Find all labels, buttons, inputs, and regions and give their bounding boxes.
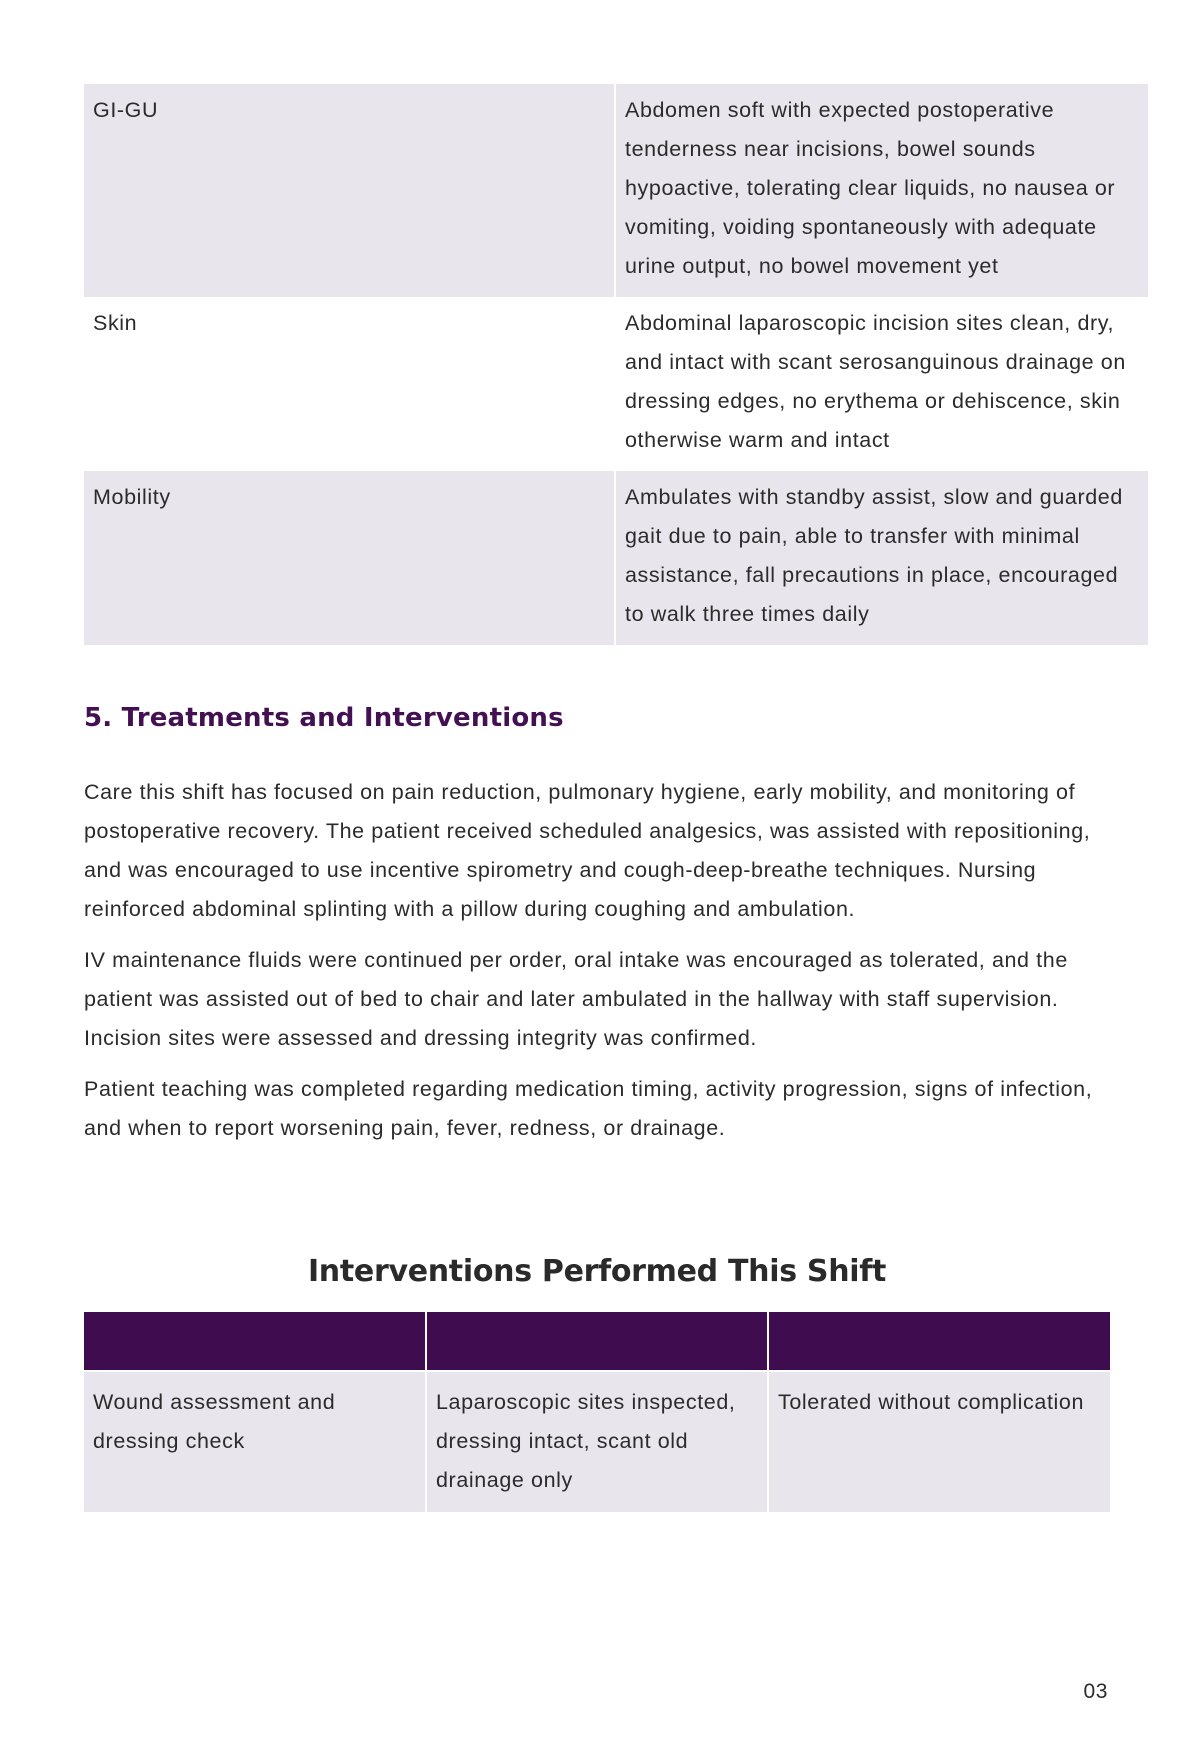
body-paragraph: Care this shift has focused on pain reduction, pulmonary hygiene, early mobility, and monitoring of postoperative recovery. The patient received scheduled analgesics, was assisted with repositioning, and was encouraged to use incentive spirometry and cough-deep-breathe techniques. Nursing reinforced abdominal splinting with a pillow during coughing and ambulation. bbox=[84, 780, 1091, 921]
body-paragraph: IV maintenance fluids were continued per order, oral intake was encouraged as tolerated, and the patient was assisted out of bed to chair and later ambulated in the hallway with staff supervision. Incision sites were assessed and dressing integrity was confirmed. bbox=[84, 948, 1068, 1050]
table-header-row bbox=[84, 1312, 1110, 1370]
system-cell: Skin bbox=[84, 297, 614, 471]
interventions-table bbox=[84, 1312, 1110, 1512]
assessment-table bbox=[84, 84, 1148, 645]
system-cell: GI-GU bbox=[84, 84, 614, 297]
body-paragraph: Patient teaching was completed regarding medication timing, activity progression, signs of infection, and when to report worsening pain, fever, redness, or drainage. bbox=[84, 1077, 1093, 1140]
details-cell: Laparoscopic sites inspected, dressing intact, scant old drainage only bbox=[425, 1370, 767, 1512]
document-page bbox=[84, 84, 1126, 1512]
finding-cell: Abdominal laparoscopic incision sites clean, dry, and intact with scant serosanguinous drainage on dressing edges, no erythema or dehiscence, skin otherwise warm and intact bbox=[614, 297, 1148, 471]
table-row bbox=[84, 471, 1148, 645]
page-number: 03 bbox=[1083, 1680, 1108, 1703]
column-header bbox=[84, 1312, 425, 1370]
intervention-cell: Wound assessment and dressing check bbox=[84, 1370, 425, 1512]
system-cell: Mobility bbox=[84, 471, 614, 645]
table-row bbox=[84, 297, 1148, 471]
table-row bbox=[84, 84, 1148, 297]
section-heading: 5. Treatments and Interventions bbox=[84, 703, 564, 733]
column-header bbox=[767, 1312, 1110, 1370]
table-caption: Interventions Performed This Shift bbox=[307, 1254, 887, 1289]
table-row bbox=[84, 1370, 1110, 1512]
response-cell: Tolerated without complication bbox=[767, 1370, 1110, 1512]
finding-cell: Ambulates with standby assist, slow and guarded gait due to pain, able to transfer with minimal assistance, fall precautions in place, encouraged to walk three times daily bbox=[614, 471, 1148, 645]
column-header bbox=[425, 1312, 767, 1370]
finding-cell: Abdomen soft with expected postoperative tenderness near incisions, bowel sounds hypoactive, tolerating clear liquids, no nausea or vomiting, voiding spontaneously with adequate urine output, no bowel movement yet bbox=[614, 84, 1148, 297]
